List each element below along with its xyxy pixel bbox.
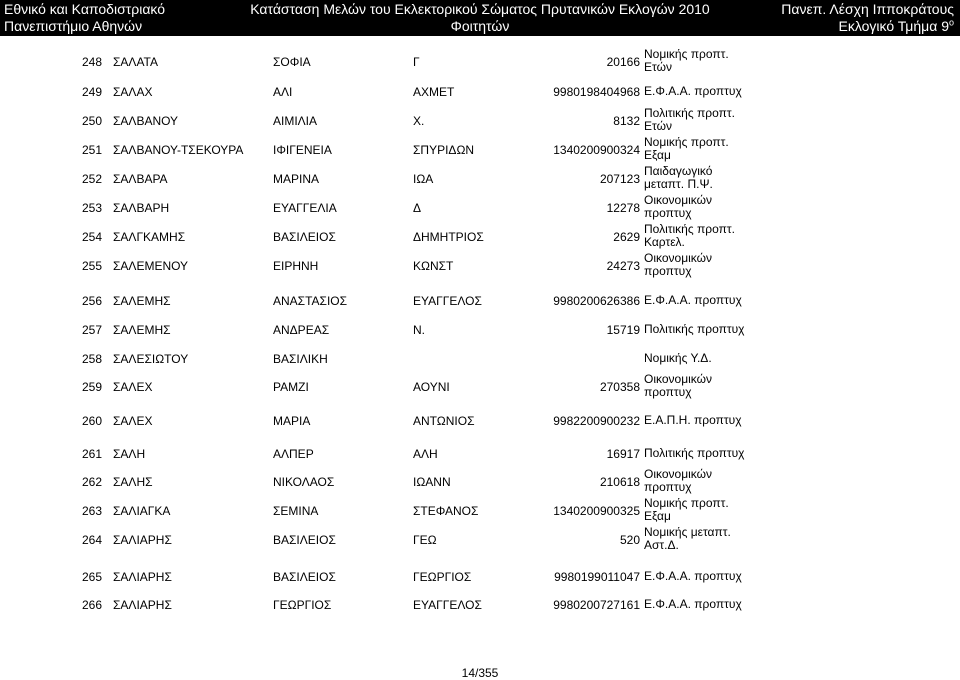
first-name: ΑΙΜΙΛΙΑ [273,114,318,128]
last-name: ΣΑΛΑΤΑ [113,55,158,69]
first-name: ΒΑΣΙΛΕΙΟΣ [273,533,336,547]
row-number: 252 [82,172,103,186]
father-name: ΔΗΜΗΤΡΙΟΣ [413,230,484,244]
school-program: Νομικής Υ.Δ. [644,351,712,365]
school-program: Ε.Φ.Α.Α. προπτυχ [644,84,742,98]
row-number: 265 [82,570,103,584]
school-program: Πολιτικής προπτυχ [644,322,745,336]
school-program: Νομικής προπτ. Εξαμ [644,135,729,162]
last-name: ΣΑΛΕΧ [113,414,153,428]
father-name: ΑΝΤΩΝΙΟΣ [413,414,475,428]
last-name: ΣΑΛΙΑΡΗΣ [113,533,172,547]
father-name: ΙΩΑΝΝ [413,475,451,489]
father-name: ΣΤΕΦΑΝΟΣ [413,504,479,518]
last-name: ΣΑΛΗ [113,447,146,461]
last-name: ΣΑΛΒΑΡΗ [113,201,170,215]
last-name: ΣΑΛΗΣ [113,475,153,489]
row-number: 260 [82,414,103,428]
table-row [0,439,960,467]
table-row [0,496,960,524]
table-row [0,286,960,314]
last-name: ΣΑΛΙΑΓΚΑ [113,504,171,518]
registration-number: 12278 [606,201,640,215]
first-name: ΜΑΡΙΑ [273,414,311,428]
polling-location: Πανεπ. Λέσχη Ιπποκράτους [781,1,954,17]
last-name: ΣΑΛΙΑΡΗΣ [113,598,172,612]
last-name: ΣΑΛΒΑΝΟΥ-ΤΣΕΚΟΥΡΑ [113,143,244,157]
registration-number: 1340200900324 [553,143,640,157]
father-name: ΑΟΥΝΙ [413,380,450,394]
first-name: ΣΟΦΙΑ [273,55,311,69]
first-name: ΝΙΚΟΛΑΟΣ [273,475,335,489]
table-row [0,193,960,221]
polling-section [838,18,954,35]
row-number: 250 [82,114,103,128]
table-row [0,344,960,372]
school-program: Ε.Φ.Α.Α. προπτυχ [644,597,742,611]
father-name: ΓΕΩΡΓΙΟΣ [413,570,472,584]
registration-number: 9980200727161 [553,598,640,612]
first-name: ΒΑΣΙΛΕΙΟΣ [273,230,336,244]
father-name: ΑΧΜΕΤ [413,85,455,99]
father-name: ΓΕΩ [413,533,437,547]
first-name: ΕΥΑΓΓΕΛΙΑ [273,201,337,215]
school-program: Νομικής προπτ. Εξαμ [644,496,729,523]
registration-number: 15719 [606,323,640,337]
school-program: Ε.Α.Π.Η. προπτυχ [644,413,742,427]
last-name: ΣΑΛΓΚΑΜΗΣ [113,230,186,244]
table-row [0,525,960,553]
table-row [0,106,960,134]
registration-number: 1340200900325 [553,504,640,518]
last-name: ΣΑΛΒΑΝΟΥ [113,114,179,128]
last-name: ΣΑΛΑΧ [113,85,153,99]
table-row [0,590,960,618]
last-name: ΣΑΛΕΜΗΣ [113,323,171,337]
university-name-line1: Εθνικό και Καποδιστριακό [4,1,166,17]
school-program: Οικονομικών προπτυχ [644,251,713,278]
first-name: ΑΛΠΕΡ [273,447,314,461]
first-name: ΑΝΑΣΤΑΣΙΟΣ [273,294,348,308]
page-header [0,0,960,36]
row-number: 248 [82,55,103,69]
first-name: ΑΝΔΡΕΑΣ [273,323,330,337]
row-number: 262 [82,475,103,489]
registration-number: 2629 [613,230,640,244]
row-number: 266 [82,598,103,612]
last-name: ΣΑΛΙΑΡΗΣ [113,570,172,584]
father-name: ΚΩΝΣΤ [413,259,454,273]
last-name: ΣΑΛΕΧ [113,380,153,394]
school-program: Ε.Φ.Α.Α. προπτυχ [644,293,742,307]
father-name: ΣΠΥΡΙΔΩΝ [413,143,475,157]
table-row [0,251,960,279]
row-number: 258 [82,352,103,366]
first-name: ΣΕΜΙΝΑ [273,504,319,518]
last-name: ΣΑΛΕΣΙΩΤΟΥ [113,352,189,366]
father-name: ΕΥΑΓΓΕΛΟΣ [413,598,482,612]
registration-number: 210618 [599,475,640,489]
first-name: ΜΑΡΙΝΑ [273,172,320,186]
registration-number: 8132 [613,114,640,128]
father-name: Δ [413,201,422,215]
school-program: Νομικής προπτ. Ετών [644,47,729,74]
table-row [0,406,960,434]
registration-number: 9980200626386 [553,294,640,308]
last-name: ΣΑΛΕΜΕΝΟΥ [113,259,189,273]
first-name: ΙΦΙΓΕΝΕΙΑ [273,143,332,157]
table-row [0,47,960,75]
row-number: 263 [82,504,103,518]
first-name: ΕΙΡΗΝΗ [273,259,319,273]
school-program: Οικονομικών προπτυχ [644,467,713,494]
row-number: 257 [82,323,103,337]
university-name-line2: Πανεπιστήμιο Αθηνών [4,18,143,34]
document-title: Κατάσταση Μελών του Εκλεκτορικού Σώματος Πρυτανικών Εκλογών 2010 [250,1,710,17]
table-row [0,467,960,495]
school-program: Οικονομικών προπτυχ [644,193,713,220]
father-name: ΙΩΑ [413,172,434,186]
row-number: 261 [82,447,103,461]
father-name: ΑΛΗ [413,447,438,461]
registration-number: 207123 [599,172,640,186]
school-program: Πολιτικής προπτυχ [644,446,745,460]
father-name: Χ. [413,114,425,128]
table-row [0,222,960,250]
first-name: ΑΛΙ [273,85,293,99]
polling-section-label: Εκλογικό Τμήμα 9 [838,18,949,34]
first-name: ΒΑΣΙΛΕΙΟΣ [273,570,336,584]
first-name: ΡΑΜΖΙ [273,380,309,394]
registration-number: 9982200900232 [553,414,640,428]
row-number: 249 [82,85,103,99]
row-number: 259 [82,380,103,394]
table-row [0,562,960,590]
school-program: Ε.Φ.Α.Α. προπτυχ [644,569,742,583]
last-name: ΣΑΛΕΜΗΣ [113,294,171,308]
registration-number: 20166 [606,55,640,69]
row-number: 251 [82,143,103,157]
registration-number: 24273 [606,259,640,273]
table-row [0,77,960,105]
last-name: ΣΑΛΒΑΡΑ [113,172,168,186]
father-name: Ν. [413,323,425,337]
father-name: ΕΥΑΓΓΕΛΟΣ [413,294,482,308]
document-subtitle: Φοιτητών [450,18,510,34]
first-name: ΓΕΩΡΓΙΟΣ [273,598,332,612]
registration-number: 520 [619,533,640,547]
page-number: 14/355 [461,666,499,680]
row-number: 254 [82,230,103,244]
row-number: 256 [82,294,103,308]
row-number: 253 [82,201,103,215]
table-row [0,372,960,400]
school-program: Πολιτικής προπτ. Καρτελ. [644,222,735,249]
registration-number: 270358 [599,380,640,394]
registration-number: 9980199011047 [554,570,640,584]
table-row [0,164,960,192]
row-number: 255 [82,259,103,273]
first-name: ΒΑΣΙΛΙΚΗ [273,352,328,366]
school-program: Οικονομικών προπτυχ [644,372,713,399]
registration-number: 9980198404968 [553,85,640,99]
school-program: Παιδαγωγικό μεταπτ. Π.Ψ. [644,164,713,191]
father-name: Γ [413,55,420,69]
row-number: 264 [82,533,103,547]
school-program: Πολιτικής προπτ. Ετών [644,106,735,133]
table-row [0,135,960,163]
table-row [0,315,960,343]
registration-number: 16917 [606,447,640,461]
school-program: Νομικής μεταπτ. Αστ.Δ. [644,525,731,552]
polling-section-ordinal: ο [948,17,954,28]
